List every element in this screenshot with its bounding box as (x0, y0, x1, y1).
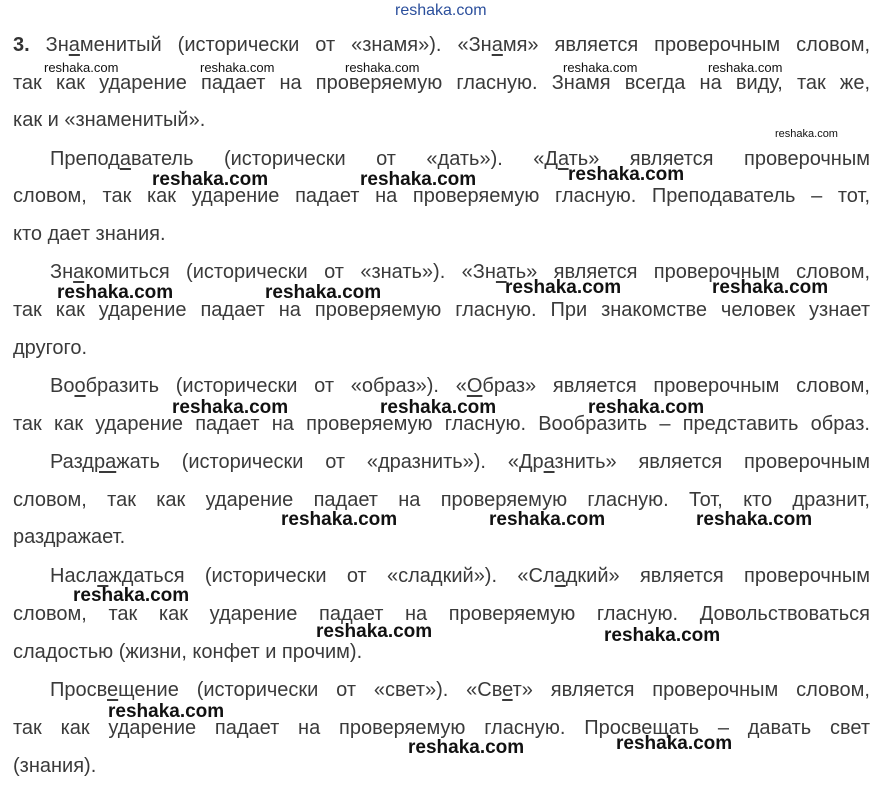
site-header-watermark: reshaka.com (395, 2, 487, 19)
watermark: reshaka.com (152, 169, 269, 190)
watermark: reshaka.com (775, 128, 838, 140)
watermark: reshaka.com (696, 509, 813, 530)
p6-line-2: словом, так как ударение падает на проверяемую гласную. Довольствоваться (13, 603, 870, 625)
watermark: reshaka.com (265, 282, 382, 303)
p1-line-2: так как ударение падает на проверяемую гласную. Знамя всегда на виду, так же, (13, 72, 870, 94)
watermark: reshaka.com (408, 737, 525, 758)
p4-line-1: Вообразить (исторически от «образ»). «Образ» является проверочным словом, (50, 375, 870, 397)
watermark: reshaka.com (108, 701, 225, 722)
watermark: reshaka.com (360, 169, 477, 190)
watermark: reshaka.com (200, 60, 275, 75)
watermark: reshaka.com (505, 277, 622, 298)
watermark: reshaka.com (44, 60, 119, 75)
watermark: reshaka.com (712, 277, 829, 298)
watermark: reshaka.com (708, 60, 783, 75)
watermark: reshaka.com (316, 621, 433, 642)
watermark: reshaka.com (73, 585, 190, 606)
p5-line-3: раздражает. (13, 526, 126, 548)
p4-line-2: так как ударение падает на проверяемую гласную. Вообразить – представить образ. (13, 413, 870, 435)
p1-line-1: 3. Знаменитый (исторически от «знамя»). «Знамя» является проверочным словом, (13, 34, 870, 56)
watermark: reshaka.com (345, 60, 420, 75)
watermark: reshaka.com (568, 164, 685, 185)
watermark: reshaka.com (281, 509, 398, 530)
p3-line-1: Знакомиться (исторически от «знать»). «Знать» является проверочным словом, (50, 261, 871, 283)
watermark: reshaka.com (588, 397, 705, 418)
p6-line-3: сладостью (жизни, конфет и прочим). (13, 641, 363, 663)
p2-line-1: Преподаватель (исторически от «дать»). «Дать» является проверочным (50, 148, 870, 170)
p7-line-1: Просвещение (исторически от «свет»). «Свет» является проверочным словом, (50, 679, 870, 701)
watermark: reshaka.com (172, 397, 289, 418)
p3-line-2: так как ударение падает на проверяемую гласную. При знакомстве человек узнает (13, 299, 870, 321)
watermark: reshaka.com (563, 60, 638, 75)
p5-line-1: Раздражать (исторически от «дразнить»). «Дразнить» является проверочным (50, 451, 871, 473)
p2-line-3: кто дает знания. (13, 223, 166, 245)
p2-line-2: словом, так как ударение падает на проверяемую гласную. Преподаватель – тот, (13, 185, 870, 207)
p7-line-3: (знания). (13, 755, 97, 777)
watermark: reshaka.com (380, 397, 497, 418)
watermark: reshaka.com (616, 733, 733, 754)
p1-line-3: как и «знаменитый». (13, 109, 206, 131)
p5-line-2: словом, так как ударение падает на проверяемую гласную. Тот, кто дразнит, (13, 489, 870, 511)
p3-line-3: другого. (13, 337, 88, 359)
watermark: reshaka.com (57, 282, 174, 303)
exercise-number: 3. (13, 34, 30, 56)
p6-line-1: Наслаждаться (исторически от «сладкий»). «Сладкий» является проверочным (50, 565, 871, 587)
watermark: reshaka.com (604, 625, 721, 646)
p7-line-2: так как ударение падает на проверяемую гласную. Просвещать – давать свет (13, 717, 870, 739)
watermark: reshaka.com (489, 509, 606, 530)
